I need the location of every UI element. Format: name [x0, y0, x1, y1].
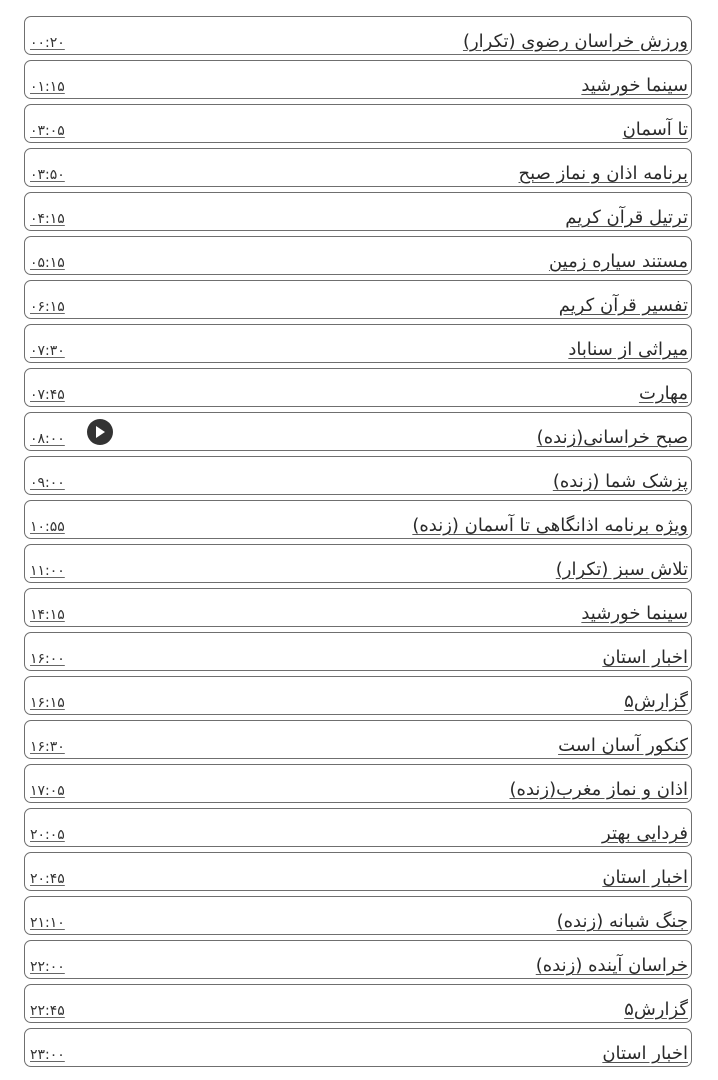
row-time[interactable]: ۱۶:۰۰ [30, 651, 65, 667]
row-title[interactable]: اذان و نماز مغرب(زنده) [509, 779, 688, 800]
row-title[interactable]: مهارت [638, 383, 688, 404]
schedule-row[interactable] [24, 808, 692, 847]
row-title[interactable]: اخبار استان [602, 867, 688, 888]
schedule-row-live[interactable] [24, 412, 692, 451]
schedule-row[interactable] [24, 148, 692, 187]
row-time[interactable]: ۰۷:۳۰ [30, 343, 65, 359]
schedule-row[interactable] [24, 896, 692, 935]
schedule-row[interactable] [24, 60, 692, 99]
row-time[interactable]: ۲۲:۴۵ [30, 1003, 65, 1019]
row-time[interactable]: ۰۴:۱۵ [30, 211, 65, 227]
schedule-row[interactable] [24, 632, 692, 671]
schedule-row[interactable] [24, 236, 692, 275]
schedule-row[interactable] [24, 588, 692, 627]
row-title[interactable]: اخبار استان [602, 1043, 688, 1064]
row-title[interactable]: میراثی از سناباد [568, 339, 688, 360]
row-title[interactable]: تفسیر قرآن کریم [558, 295, 688, 316]
schedule-row[interactable] [24, 984, 692, 1023]
row-time[interactable]: ۱۷:۰۵ [30, 783, 65, 799]
row-title[interactable]: سینما خورشید [581, 75, 688, 96]
row-time[interactable]: ۰۳:۰۵ [30, 123, 65, 139]
row-title[interactable]: پزشک شما (زنده) [552, 471, 688, 492]
row-time[interactable]: ۱۰:۵۵ [30, 519, 65, 535]
row-time[interactable]: ۰۸:۰۰ [30, 431, 65, 447]
row-time[interactable]: ۰۹:۰۰ [30, 475, 65, 491]
row-time[interactable]: ۲۰:۴۵ [30, 871, 65, 887]
row-title[interactable]: خراسان آینده (زنده) [535, 955, 688, 976]
schedule-row[interactable] [24, 764, 692, 803]
row-title[interactable]: اخبار استان [602, 647, 688, 668]
row-title[interactable]: ویژه برنامه اذانگاهی تا آسمان (زنده) [412, 515, 688, 536]
row-title[interactable]: مستند سیاره زمین [548, 251, 688, 272]
row-time[interactable]: ۱۱:۰۰ [30, 563, 65, 579]
row-time[interactable]: ۲۱:۱۰ [30, 915, 65, 931]
row-title[interactable]: جنگ شبانه (زنده) [556, 911, 688, 932]
schedule-row[interactable] [24, 500, 692, 539]
schedule-row[interactable] [24, 368, 692, 407]
row-title[interactable]: فردایی بهتر [602, 823, 688, 844]
schedule-row[interactable] [24, 940, 692, 979]
schedule-row[interactable] [24, 852, 692, 891]
row-time[interactable]: ۲۳:۰۰ [30, 1047, 65, 1063]
row-title[interactable]: سینما خورشید [581, 603, 688, 624]
row-time[interactable]: ۱۶:۳۰ [30, 739, 65, 755]
row-time[interactable]: ۲۰:۰۵ [30, 827, 65, 843]
schedule-row[interactable] [24, 104, 692, 143]
schedule-row[interactable] [24, 456, 692, 495]
row-title[interactable]: ورزش خراسان رضوی (تکرار) [462, 31, 688, 52]
row-time[interactable]: ۲۲:۰۰ [30, 959, 65, 975]
row-title[interactable]: صبح خراسانی(زنده) [536, 427, 688, 448]
row-time[interactable]: ۰۵:۱۵ [30, 255, 65, 271]
play-circle-icon[interactable] [87, 419, 113, 445]
row-time[interactable]: ۱۴:۱۵ [30, 607, 65, 623]
schedule-row[interactable] [24, 192, 692, 231]
row-time[interactable]: ۱۶:۱۵ [30, 695, 65, 711]
row-title[interactable]: تلاش سبز (تکرار) [555, 559, 688, 580]
schedule-row[interactable] [24, 544, 692, 583]
schedule-row[interactable] [24, 720, 692, 759]
row-title[interactable]: تا آسمان [622, 119, 688, 140]
row-time[interactable]: ۰۳:۵۰ [30, 167, 65, 183]
schedule-row[interactable] [24, 16, 692, 55]
row-title[interactable]: برنامه اذان و نماز صبح [518, 163, 688, 184]
row-title[interactable]: ترتیل قرآن کریم [565, 207, 688, 228]
row-time[interactable]: ۰۰:۲۰ [30, 35, 65, 51]
schedule-row[interactable] [24, 324, 692, 363]
play-triangle-icon [94, 425, 106, 439]
schedule-row[interactable] [24, 676, 692, 715]
row-title[interactable]: کنکور آسان است [558, 735, 688, 756]
row-time[interactable]: ۰۷:۴۵ [30, 387, 65, 403]
schedule-row[interactable] [24, 1028, 692, 1067]
schedule-row[interactable] [24, 280, 692, 319]
row-time[interactable]: ۰۱:۱۵ [30, 79, 65, 95]
row-title[interactable]: گزارش۵ [624, 999, 688, 1020]
row-title[interactable]: گزارش۵ [624, 691, 688, 712]
row-time[interactable]: ۰۶:۱۵ [30, 299, 65, 315]
